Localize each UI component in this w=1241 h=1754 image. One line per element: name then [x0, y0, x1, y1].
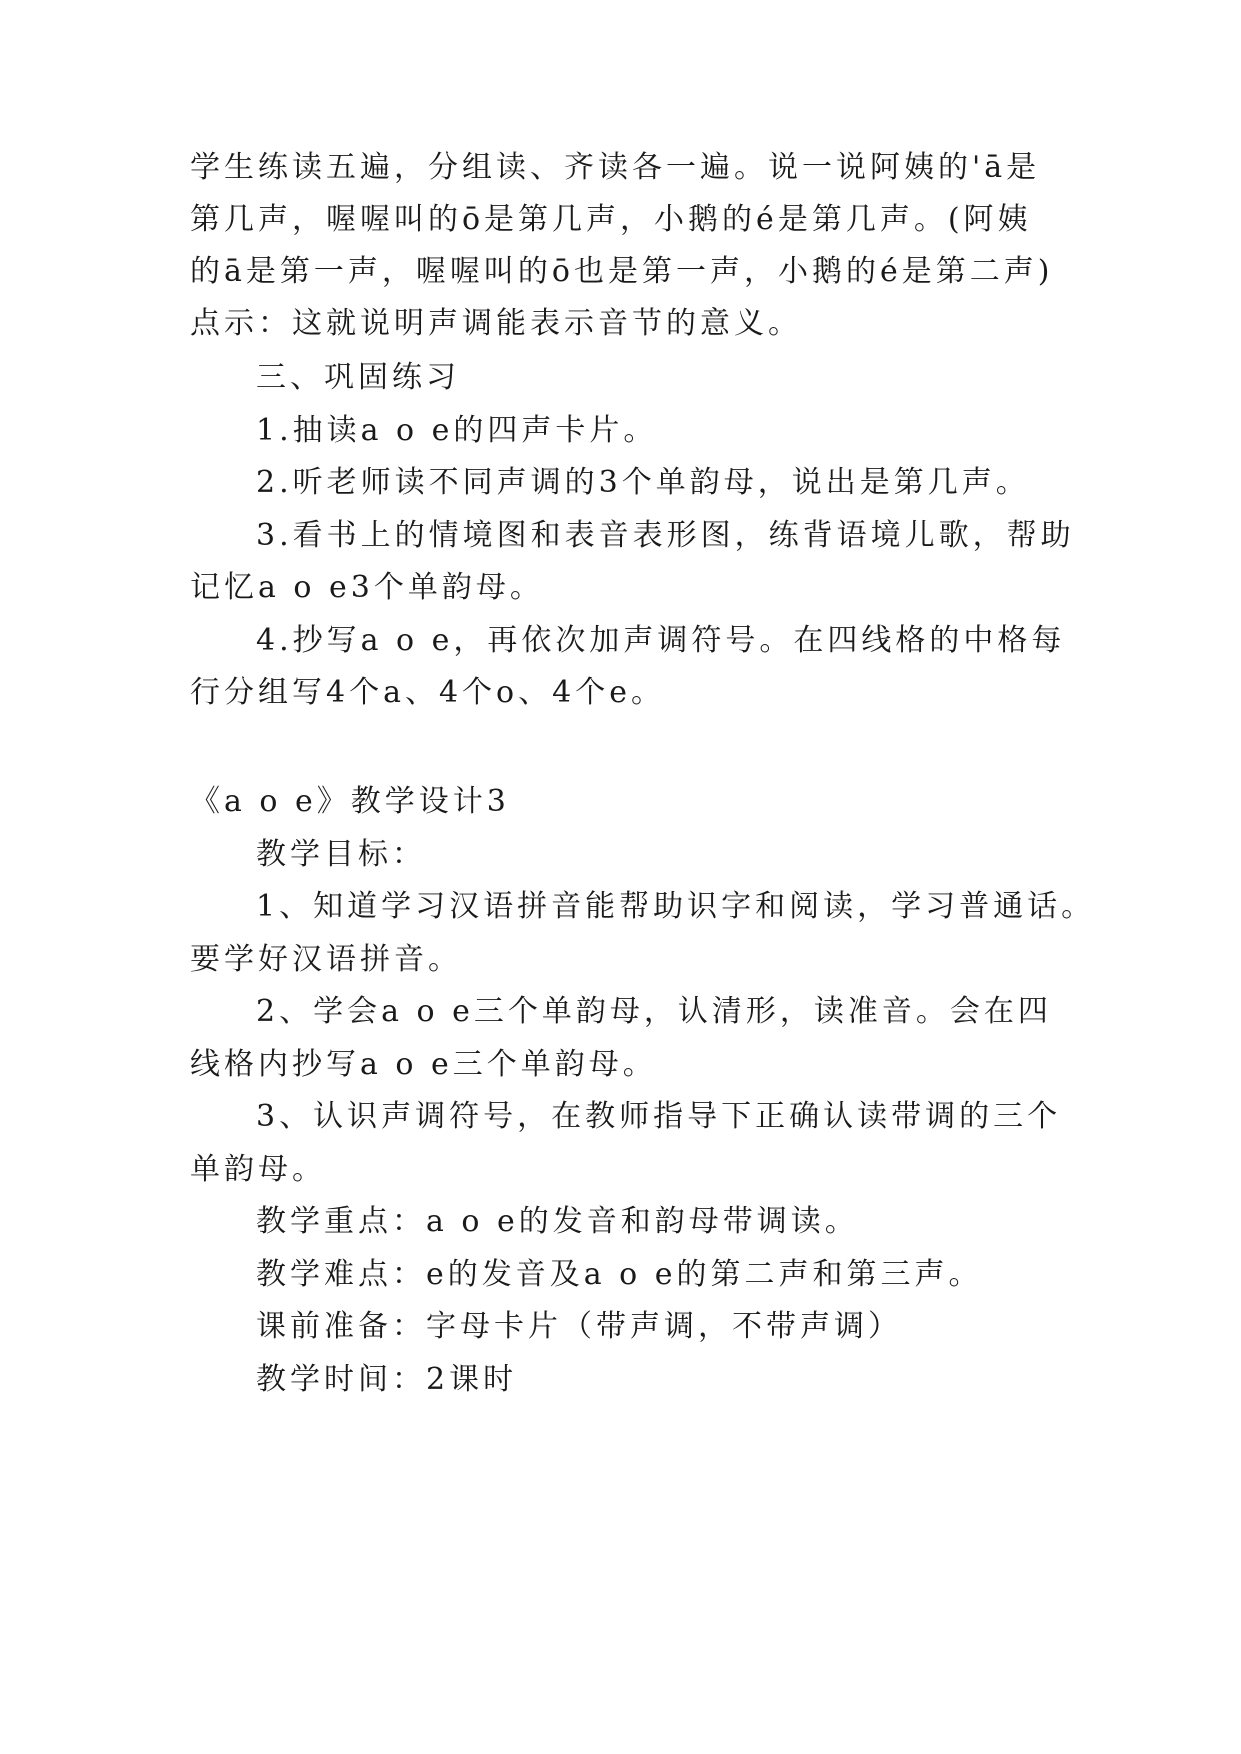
teaching-time: 教学时间：2课时 [256, 1362, 518, 1397]
goal-item-continued: 单韵母。 [190, 1152, 326, 1187]
goal-item-continued: 线格内抄写a o e三个单韵母。 [190, 1047, 657, 1082]
preparation: 课前准备：字母卡片（带声调，不带声调） [256, 1309, 902, 1344]
paragraph-line: 第几声，喔喔叫的ō是第几声，小鹅的é是第几声。(阿姨 [190, 202, 1032, 237]
exercise-item-continued: 行分组写4个a、4个o、4个e。 [190, 675, 665, 710]
section-heading: 三、巩固练习 [256, 360, 460, 395]
goal-item: 3、认识声调符号，在教师指导下正确认读带调的三个 [256, 1099, 1062, 1134]
exercise-item: 1.抽读a o e的四声卡片。 [256, 413, 658, 448]
key-point: 教学重点：a o e的发音和韵母带调读。 [256, 1204, 859, 1239]
goals-label: 教学目标： [256, 837, 426, 872]
goal-item: 1、知道学习汉语拼音能帮助识字和阅读，学习普通话。 [256, 889, 1096, 924]
goal-item-continued: 要学好汉语拼音。 [190, 942, 462, 977]
paragraph-line: 的ā是第一声，喔喔叫的ō也是第一声，小鹅的é是第二声) [190, 254, 1054, 289]
document-title: 《a o e》教学设计3 [190, 784, 510, 819]
paragraph-line: 学生练读五遍，分组读、齐读各一遍。说一说阿姨的'ā是 [190, 150, 1041, 185]
goal-item: 2、学会a o e三个单韵母，认清形，读准音。会在四 [256, 994, 1052, 1029]
exercise-item-continued: 记忆a o e3个单韵母。 [190, 570, 544, 605]
paragraph-line: 点示：这就说明声调能表示音节的意义。 [190, 306, 802, 341]
exercise-item: 3.看书上的情境图和表音表形图，练背语境儿歌，帮助 [256, 518, 1075, 553]
difficulty: 教学难点：e的发音及a o e的第二声和第三声。 [256, 1257, 983, 1292]
exercise-item: 4.抄写a o e，再依次加声调符号。在四线格的中格每 [256, 623, 1066, 658]
exercise-item: 2.听老师读不同声调的3个单韵母，说出是第几声。 [256, 465, 1030, 500]
